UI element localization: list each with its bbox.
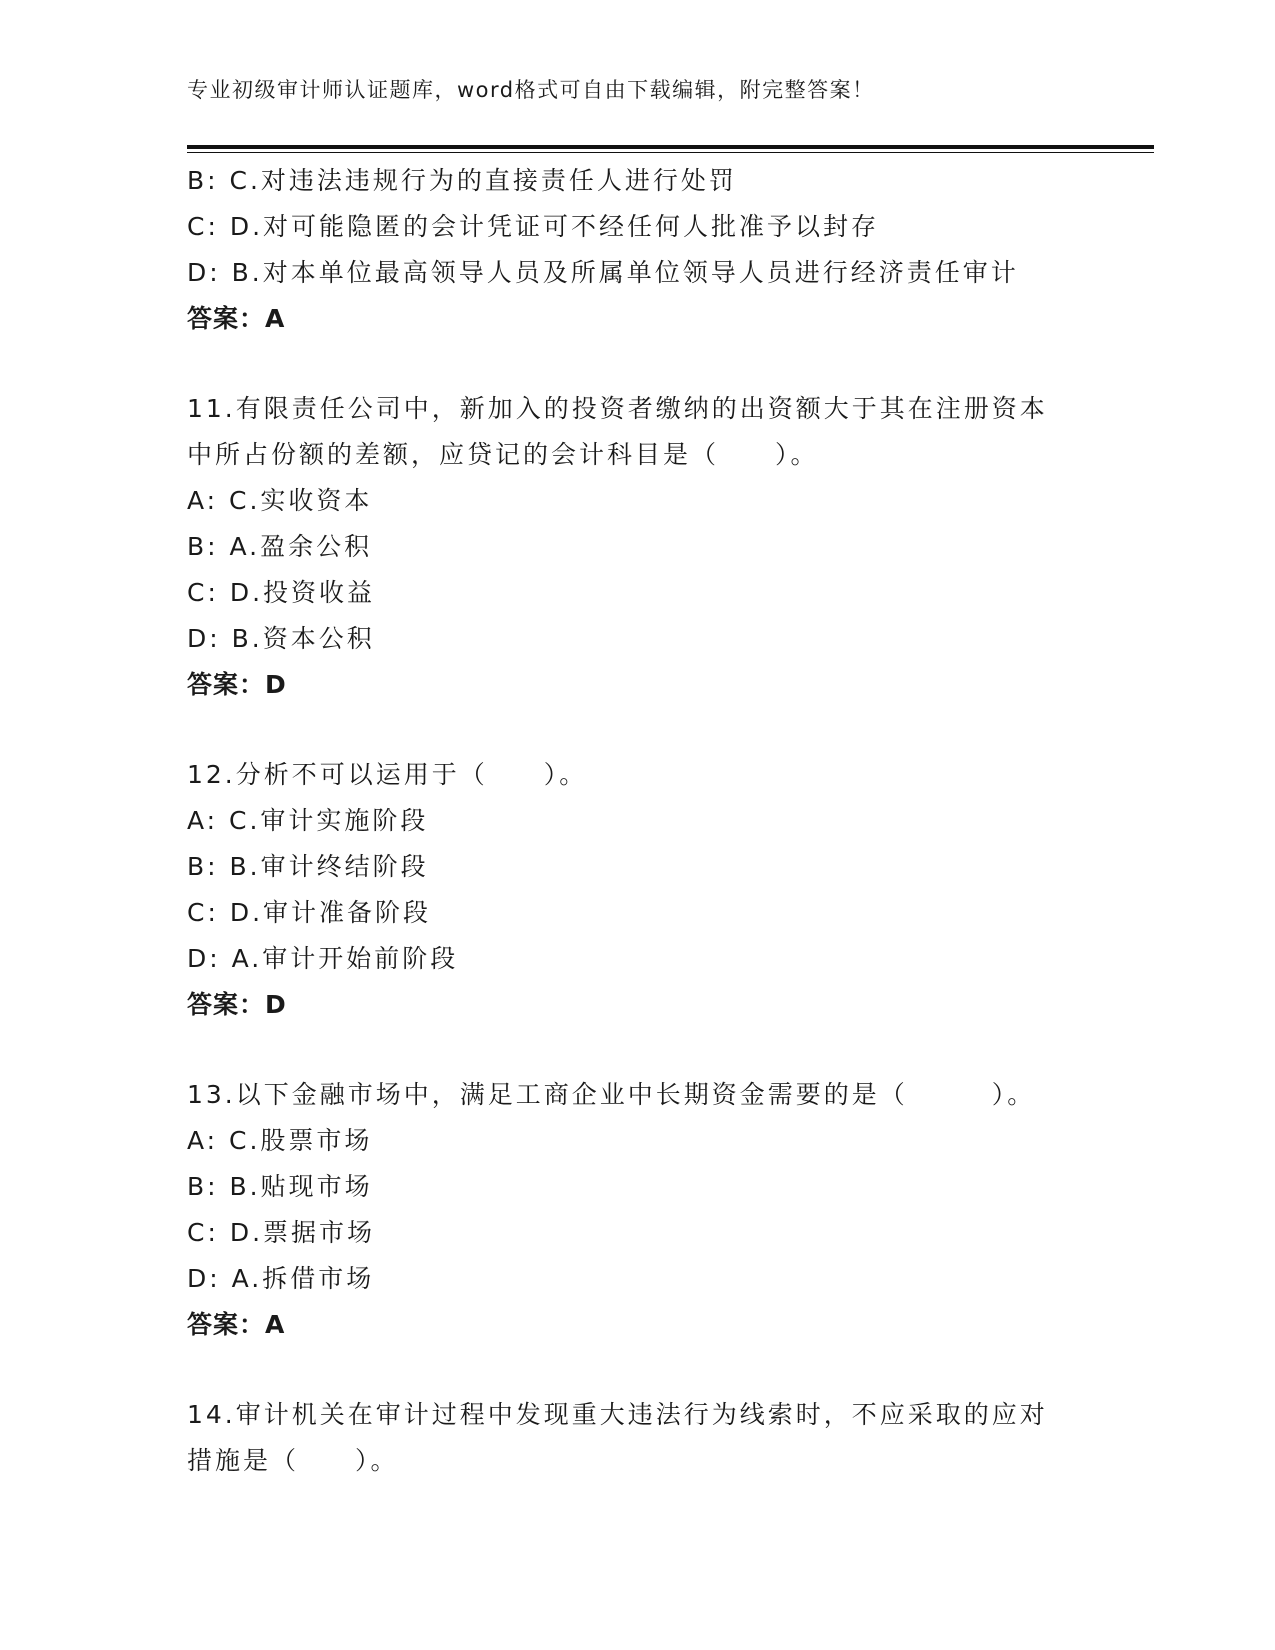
document-body	[187, 158, 1147, 1484]
question-stem: 11.有限责任公司中，新加入的投资者缴纳的出资额大于其在注册资本	[187, 394, 1048, 423]
option-line: A: C.股票市场	[187, 1126, 373, 1155]
option-line: D: B.资本公积	[187, 624, 375, 653]
option-line: B: C.对违法违规行为的直接责任人进行处罚	[187, 166, 737, 195]
option-line: C: D.对可能隐匿的会计凭证可不经任何人批准予以封存	[187, 212, 880, 241]
question-stem: 中所占份额的差额，应贷记的会计科目是（ ）。	[187, 440, 819, 469]
option-line: A: C.实收资本	[187, 486, 373, 515]
question-stem: 措施是（ ）。	[187, 1446, 399, 1475]
option-line: C: D.投资收益	[187, 578, 376, 607]
page-header: 专业初级审计师认证题库，word格式可自由下载编辑，附完整答案！	[187, 78, 875, 102]
question-stem: 14.审计机关在审计过程中发现重大违法行为线索时，不应采取的应对	[187, 1400, 1048, 1429]
question-stem: 13.以下金融市场中，满足工商企业中长期资金需要的是（ ）。	[187, 1080, 1036, 1109]
option-line: B: B.贴现市场	[187, 1172, 373, 1201]
header-rule-thick	[187, 145, 1154, 149]
option-line: C: D.票据市场	[187, 1218, 376, 1247]
header-rule-thin	[187, 152, 1154, 153]
answer-line: 答案：A	[187, 304, 286, 333]
answer-line: 答案：D	[187, 990, 287, 1019]
answer-line: 答案：D	[187, 670, 287, 699]
option-line: C: D.审计准备阶段	[187, 898, 432, 927]
option-line: B: B.审计终结阶段	[187, 852, 429, 881]
option-line: A: C.审计实施阶段	[187, 806, 429, 835]
question-stem: 12.分析不可以运用于（ ）。	[187, 760, 588, 789]
option-line: D: B.对本单位最高领导人员及所属单位领导人员进行经济责任审计	[187, 258, 1019, 287]
option-line: B: A.盈余公积	[187, 532, 373, 561]
answer-line: 答案：A	[187, 1310, 286, 1339]
option-line: D: A.拆借市场	[187, 1264, 375, 1293]
option-line: D: A.审计开始前阶段	[187, 944, 459, 973]
